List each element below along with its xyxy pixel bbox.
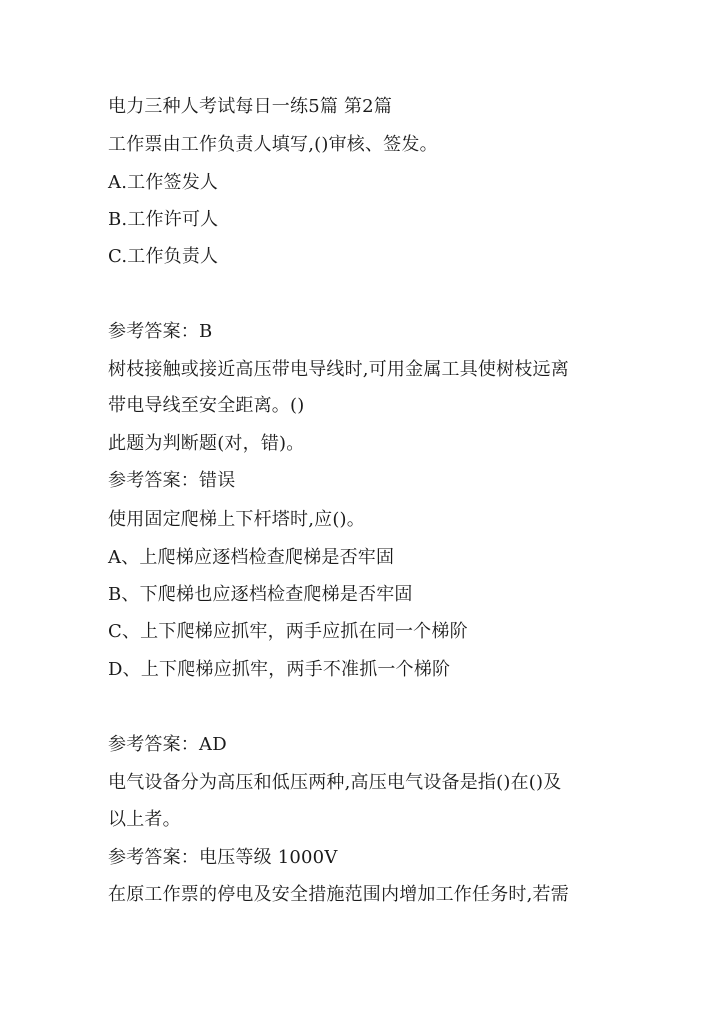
answer-text: 参考答案：电压等级 1000V xyxy=(108,847,338,868)
answer-text: 参考答案：AD xyxy=(108,734,227,755)
option-c: C、上下爬梯应抓牢，两手应抓在同一个梯阶 xyxy=(108,621,468,642)
answer-text: 参考答案：错误 xyxy=(108,470,236,491)
question-text: 工作票由工作负责人填写,()审核、签发。 xyxy=(108,134,438,155)
option-b: B、下爬梯也应逐档检查爬梯是否牢固 xyxy=(108,584,413,605)
question-type-note: 此题为判断题(对，错)。 xyxy=(108,433,305,454)
document-title: 电力三种人考试每日一练5篇 第2篇 xyxy=(108,96,393,117)
question-text-line: 以上者。 xyxy=(108,809,181,830)
option-a: A.工作签发人 xyxy=(108,172,219,193)
answer-text: 参考答案：B xyxy=(108,321,213,342)
option-a: A、上爬梯应逐档检查爬梯是否牢固 xyxy=(108,547,395,568)
question-text: 在原工作票的停电及安全措施范围内增加工作任务时,若需 xyxy=(108,884,569,905)
question-text-line: 电气设备分为高压和低压两种,高压电气设备是指()在()及 xyxy=(108,772,562,793)
question-text-line: 树枝接触或接近高压带电导线时,可用金属工具使树枝远离 xyxy=(108,359,569,380)
option-d: D、上下爬梯应抓牢，两手不准抓一个梯阶 xyxy=(108,659,451,680)
question-text-line: 带电导线至安全距离。() xyxy=(108,395,305,416)
option-b: B.工作许可人 xyxy=(108,209,219,230)
question-text: 使用固定爬梯上下杆塔时,应()。 xyxy=(108,509,365,530)
option-c: C.工作负责人 xyxy=(108,246,219,267)
